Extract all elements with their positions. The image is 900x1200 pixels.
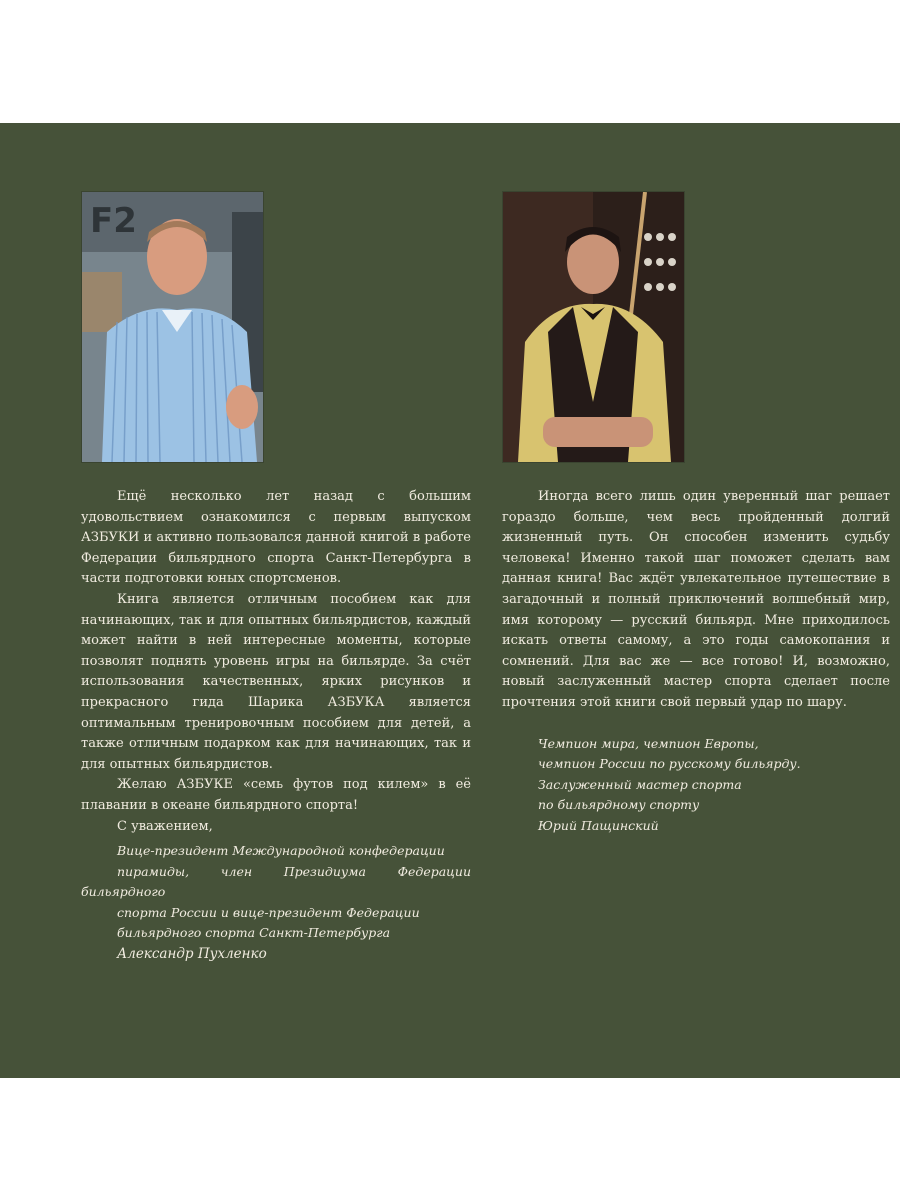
portrait-photo-left bbox=[81, 191, 264, 463]
svg-text:F2: F2 bbox=[90, 201, 137, 241]
right-column-text bbox=[502, 487, 890, 837]
left-column-text bbox=[81, 487, 471, 965]
right-signature-name: Юрий Пащинский bbox=[538, 817, 659, 833]
right-signature-line-2: чемпион России по русскому бильярду. bbox=[538, 756, 801, 772]
left-signature-name: Александр Пухленко bbox=[117, 946, 267, 963]
left-paragraph-1: Ещё несколько лет назад с большим удовольствием ознакомился с первым выпуском АЗБУКИ и активно пользовался данной книгой в работе Федерации бильярдного спорта Санкт-Петербурга в части подготовки юных спортсменов. bbox=[81, 489, 471, 587]
book-page-panel bbox=[0, 123, 900, 1078]
left-signature-line-4: бильярдного спорта Санкт-Петербурга bbox=[117, 925, 391, 941]
portrait-right-image bbox=[503, 192, 684, 462]
left-paragraph-2: Книга является отличным пособием как для начинающих, так и для опытных бильярдистов, каждый может найти в ней интересные моменты, которые позволят поднять уровень игры на бильярде. За счёт использования качественных, ярких рисунков и прекрасного гида Шарика АЗБУКА является оптимальным тренировочным пособием для детей, а также отличным подарком как для начинающих, так и для опытных бильярдистов. bbox=[81, 591, 471, 772]
right-signature-block bbox=[502, 734, 890, 837]
left-signature-line-1: Вице-президент Международной конфедерации bbox=[117, 843, 445, 859]
left-signature-line-2: пирамиды, член Президиума Федерации бильярдного bbox=[81, 863, 471, 900]
right-paragraph-1: Иногда всего лишь один уверенный шаг решает гораздо больше, чем весь пройденный долгий жизненный путь. Он способен изменить судьбу человека! Именно такой шаг поможет сделать вам данная книга! Вас ждёт увлекательное путешествие в загадочный и полный приключений волшебный мир, имя которому — русский бильярд. Мне приходилось искать ответы самому, а это годы самокопания и сомнений. Для вас же — все готово! И, возможно, новый заслуженный мастер спорта сделает после прочтения этой книги свой первый удар по шару. bbox=[502, 489, 890, 710]
portrait-photo-right bbox=[502, 191, 685, 463]
right-signature-line-4: по бильярдному спорту bbox=[538, 797, 700, 813]
right-signature-line-1: Чемпион мира, чемпион Европы, bbox=[538, 735, 759, 751]
left-paragraph-3: Желаю АЗБУКЕ «семь футов под килем» в её плавании в океане бильярдного спорта! bbox=[81, 777, 471, 813]
portrait-left-image bbox=[82, 192, 263, 462]
right-signature-line-3: Заслуженный мастер спорта bbox=[538, 776, 742, 792]
left-signature-block bbox=[81, 841, 471, 965]
left-salutation: С уважением, bbox=[117, 818, 213, 834]
left-signature-line-3: спорта России и вице-президент Федерации bbox=[117, 904, 420, 920]
